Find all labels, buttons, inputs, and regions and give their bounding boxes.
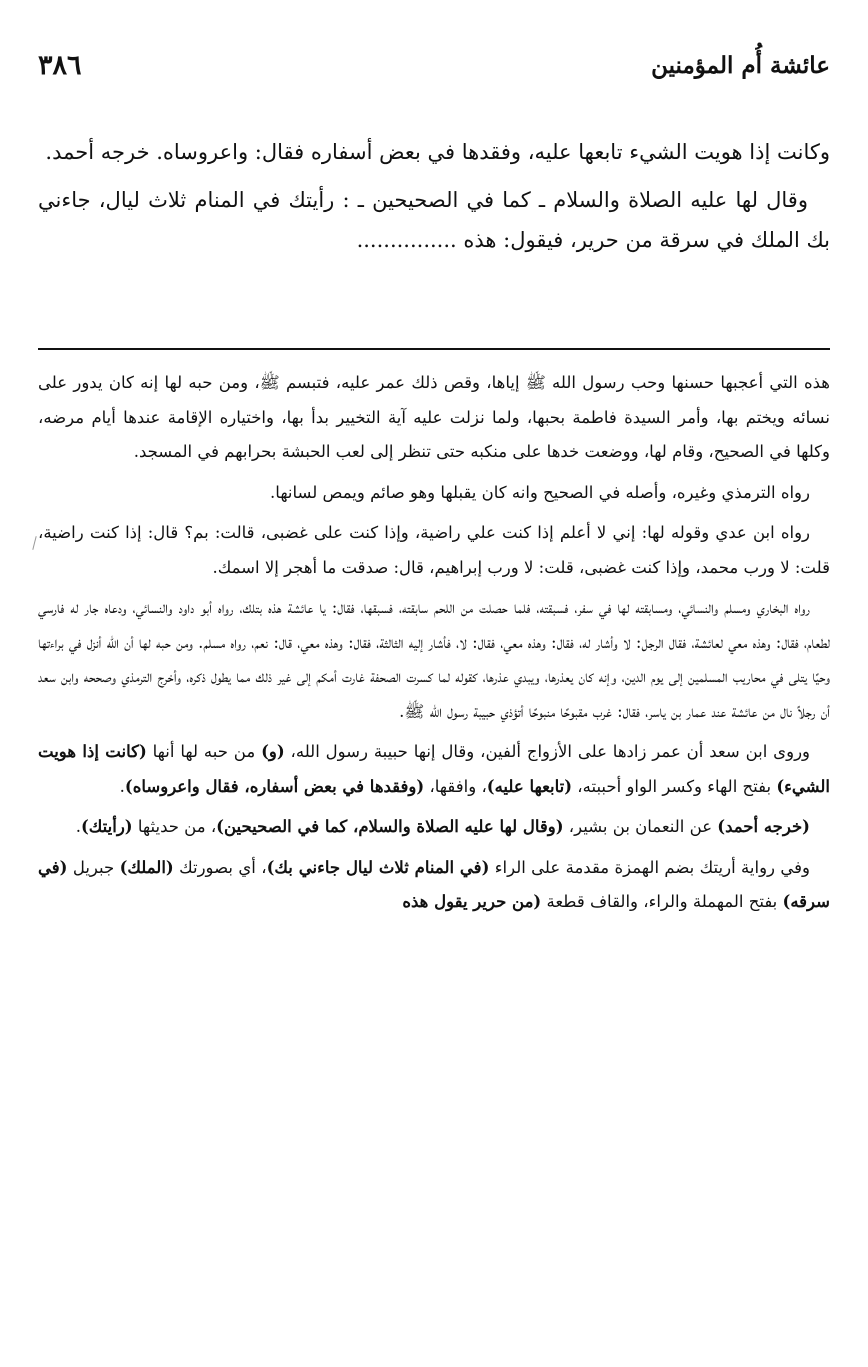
commentary-paragraph-7 — [38, 851, 830, 920]
commentary-text: . — [75, 817, 81, 836]
quoted-phrase: (في سرقه) — [38, 857, 830, 911]
main-paragraph-2: وقال لها عليه الصلاة والسلام ـ كما في الصحيحين ـ : رأيتك في المنام ثلاث ليال، جاءني بك الملك في سرقة من حرير، فيقول: هذه ............... — [38, 188, 830, 252]
main-paragraph-1: وكانت إذا هويت الشيء تابعها عليه، وفقدها في بعض أسفاره فقال: واعروساه. خرجه أحمد. — [45, 140, 830, 164]
commentary-text: بفتح الهاء وكسر الواو أحببته، — [572, 776, 777, 796]
commentary-paragraph-1: هذه التي أعجبها حسنها وحب رسول الله ﷺ إياها، وقص ذلك عمر عليه، فتبسم ﷺ، ومن حبه لها إنه كان يدور على نسائه ويختم بها، وأمر السيدة فاطمة بحبها، ولما نزلت عليه آية التخيير بدأ بها، واختياره الإقامة عندها أيام مرضه، وكلها في الصحيح، وقام لها، ووضعت خدها على منكبه حتى تنظر إلى لعب الحبشة بحرابهم في المسجد. — [38, 373, 830, 461]
commentary — [38, 366, 830, 920]
quoted-phrase: (وقال لها عليه الصلاة والسلام، كما في الصحيحين) — [216, 817, 564, 836]
quoted-phrase: (خرجه أحمد) — [717, 817, 810, 836]
commentary-text: عن النعمان بن بشير، — [563, 817, 718, 836]
quoted-phrase: (تابعها عليه) — [486, 776, 573, 796]
quoted-phrase: (من حرير يقول هذه — [402, 892, 542, 911]
commentary-text: من حبه لها أنها — [146, 742, 262, 761]
commentary-paragraph-3: رواه ابن عدي وقوله لها: إني لا أعلم إذا كنت علي راضية، وإذا كنت على غضبى، قالت: بم؟ قال: إذا كنت راضية، قلت: لا ورب محمد، وإذا كنت غضبى، قلت: لا ورب إبراهيم، قال: صدقت ما أهجر إلا اسمك. — [38, 523, 830, 577]
quoted-phrase: (في المنام ثلاث ليال جاءني بك) — [266, 857, 490, 877]
main-text — [38, 132, 830, 260]
quoted-phrase: (وفقدها في بعض أسفاره، فقال واعروساه) — [124, 776, 425, 796]
commentary-text: وروى ابن سعد أن عمر زادها على الأزواج ألفين، وقال إنها حبيبة رسول الله، — [284, 742, 811, 761]
commentary-text: وفي رواية أريتك بضم الهمزة مقدمة على الراء — [489, 857, 810, 877]
commentary-paragraph-6 — [38, 810, 830, 845]
commentary-text: ، من حديثها — [132, 817, 217, 836]
quoted-phrase: (رأيتك) — [80, 817, 133, 836]
commentary-text: ، أي بصورتك — [173, 857, 267, 877]
commentary-paragraph-4: رواه البخاري ومسلم والنسائي، ومسابقته لها في سفر، فسبقته، فلما حصلت من اللحم سابقته، فسبقها، فقال: يا عائشة هذه بتلك، رواه أبو داود والنسائي، ودعاه جار له فارسي لطعام، فقال: وهذه معي لعائشة، فقال الرجل: لا وأشار له، فقال: وهذه معي، فقال: لا، فأشار إليه الثالثة، فقال: وهذه معي، قال: نعم، رواه مسلم. ومن حبه لها أن الله أنزل في براءتها وحيًا يتلى في محاريب المسلمين إلى يوم الدين، وإنه كان يعذرها، ويبدي عذرها، كقوله لما كسرت الصحفة غارت أمكم إلى غير ذلك مما يطول ذكره، وأخرج الترمذي وصححه وابن سعد أن رجلاً نال من عائشة عند عمار بن ياسر، فقال: غرب مقبوحًا منبوحًا أتؤذي حبيبة رسول الله ﷺ. — [38, 598, 830, 721]
margin-mark — [32, 536, 36, 550]
commentary-text: بفتح المهملة والراء، والقاف قطعة — [541, 892, 783, 911]
footnote-separator — [38, 348, 830, 350]
commentary-paragraph-2: رواه الترمذي وغيره، وأصله في الصحيح وانه كان يقبلها وهو صائم ويمص لسانها. — [270, 482, 810, 502]
quoted-phrase: (و) — [261, 742, 285, 761]
commentary-paragraph-5 — [38, 735, 830, 804]
quoted-phrase: (الملك) — [119, 857, 174, 877]
commentary-text: . — [119, 776, 125, 796]
running-title: عائشة أُم المؤمنين — [651, 52, 830, 79]
commentary-text: جبريل — [67, 857, 120, 877]
commentary-text: ، وافقها، — [424, 776, 487, 796]
running-header — [38, 50, 830, 90]
page-number: ٣٨٦ — [38, 50, 82, 81]
quoted-phrase: (كانت إذا هويت الشيء) — [38, 742, 830, 796]
